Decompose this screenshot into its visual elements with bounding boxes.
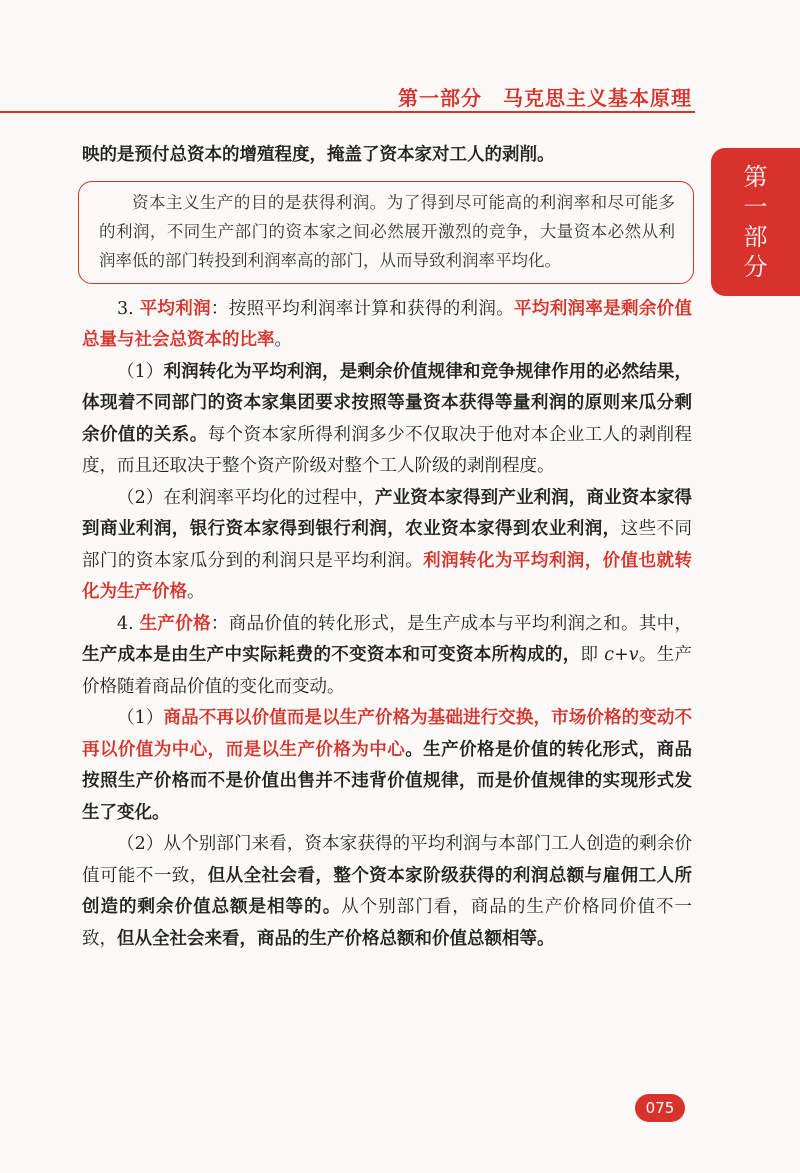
header-rule (0, 111, 695, 113)
separator: 。 (405, 739, 424, 760)
text: 从个别部门来看，资本家获得的平均利润与本部门工人创造的剩余价值可能不一致， (82, 834, 692, 886)
bold-text: 生产价格是价值的转化形式，商品按照生产价格而不是价值出售并不违背价值规律，而是价值规律的实现形式发生了变化。 (82, 739, 693, 823)
highlight-box: 资本主义生产的目的是获得利润。为了得到尽可能高的利润率和尽可能多的利润，不同生产部门的资本家之间必然展开激烈的竞争，大量资本必然从利润率低的部门转投到利润率高的部门，从而导致利润率平均化。 (78, 181, 694, 284)
text: 在利润率平均化的过程中， (163, 487, 375, 508)
item-number: 3. (117, 298, 140, 319)
paragraph-1 (82, 294, 692, 357)
chapter-side-tab (711, 148, 800, 296)
text: 这些不同部门的资本家瓜分到的利润只是平均利润。 (82, 519, 693, 571)
text: ：按照平均利润率计算和获得的利润。 (210, 298, 515, 319)
paragraph-2 (82, 357, 692, 483)
text: 。生产价格随着商品价值的变化而变动。 (82, 645, 693, 697)
item-number: （2） (117, 834, 164, 854)
bold-text: 但从全社会看，整个资本家阶级获得的利润总额与雇佣工人所创造的剩余价值总额是相等的。 (82, 865, 693, 917)
text: 每个资本家所得利润多少不仅取决于他对本企业工人的剥削程度，而且还取决于整个资产阶级对整个工人阶级的剥削程度。 (82, 424, 693, 476)
text: 。 (187, 582, 205, 602)
formula: c+v (604, 645, 639, 665)
bold-text: 但从全社会来看，商品的生产价格总额和价值总额相等。 (117, 928, 555, 949)
red-text: 商品不再以价值而是以生产价格为基础进行交换，市场价格的变动不再以价值为中心，而是以生产价格为中心 (82, 708, 692, 760)
page-number: 075 (635, 1094, 685, 1122)
item-number: 4. (117, 613, 140, 634)
text: 即 (580, 645, 605, 665)
term: 生产价格 (139, 613, 211, 634)
text: 。 (274, 330, 292, 350)
paragraph-4 (82, 609, 692, 704)
item-number: （2） (117, 487, 164, 508)
page-header (0, 0, 800, 112)
item-number: （1） (117, 361, 164, 382)
text: ：商品价值的转化形式，是生产成本与平均利润之和。其中， (210, 613, 693, 634)
paragraph-3 (82, 483, 692, 609)
paragraph-5 (82, 703, 692, 829)
red-text: 利润转化为平均利润，价值也就转化为生产价格 (82, 550, 693, 602)
bold-text: 利润转化为平均利润，是剩余价值规律和竞争规律作用的必然结果，体现着不同部门的资本家集团要求按照等量资本获得等量利润的原则来瓜分剩余价值的关系。 (82, 361, 692, 445)
side-tab-label: 第一部分 (743, 163, 768, 281)
bold-text: 生产成本是由生产中实际耗费的不变资本和可变资本所构成的， (82, 645, 581, 665)
item-number: （1） (117, 708, 164, 728)
paragraph-0: 映的是预付总资本的增殖程度，掩盖了资本家对工人的剥削。 (82, 145, 555, 165)
text: 从个别部门看，商品的生产价格同价值不一致， (82, 897, 692, 949)
bold-text: 产业资本家得到产业利润，商业资本家得到商业利润，银行资本家得到银行利润，农业资本家得到农业利润， (82, 487, 693, 539)
red-text: 平均利润率是剩余价值总量与社会总资本的比率 (82, 298, 693, 350)
paragraph-6 (82, 829, 692, 955)
term: 平均利润 (139, 298, 211, 319)
header-title: 第一部分 马克思主义基本原理 (398, 86, 692, 110)
page-content (82, 140, 692, 955)
